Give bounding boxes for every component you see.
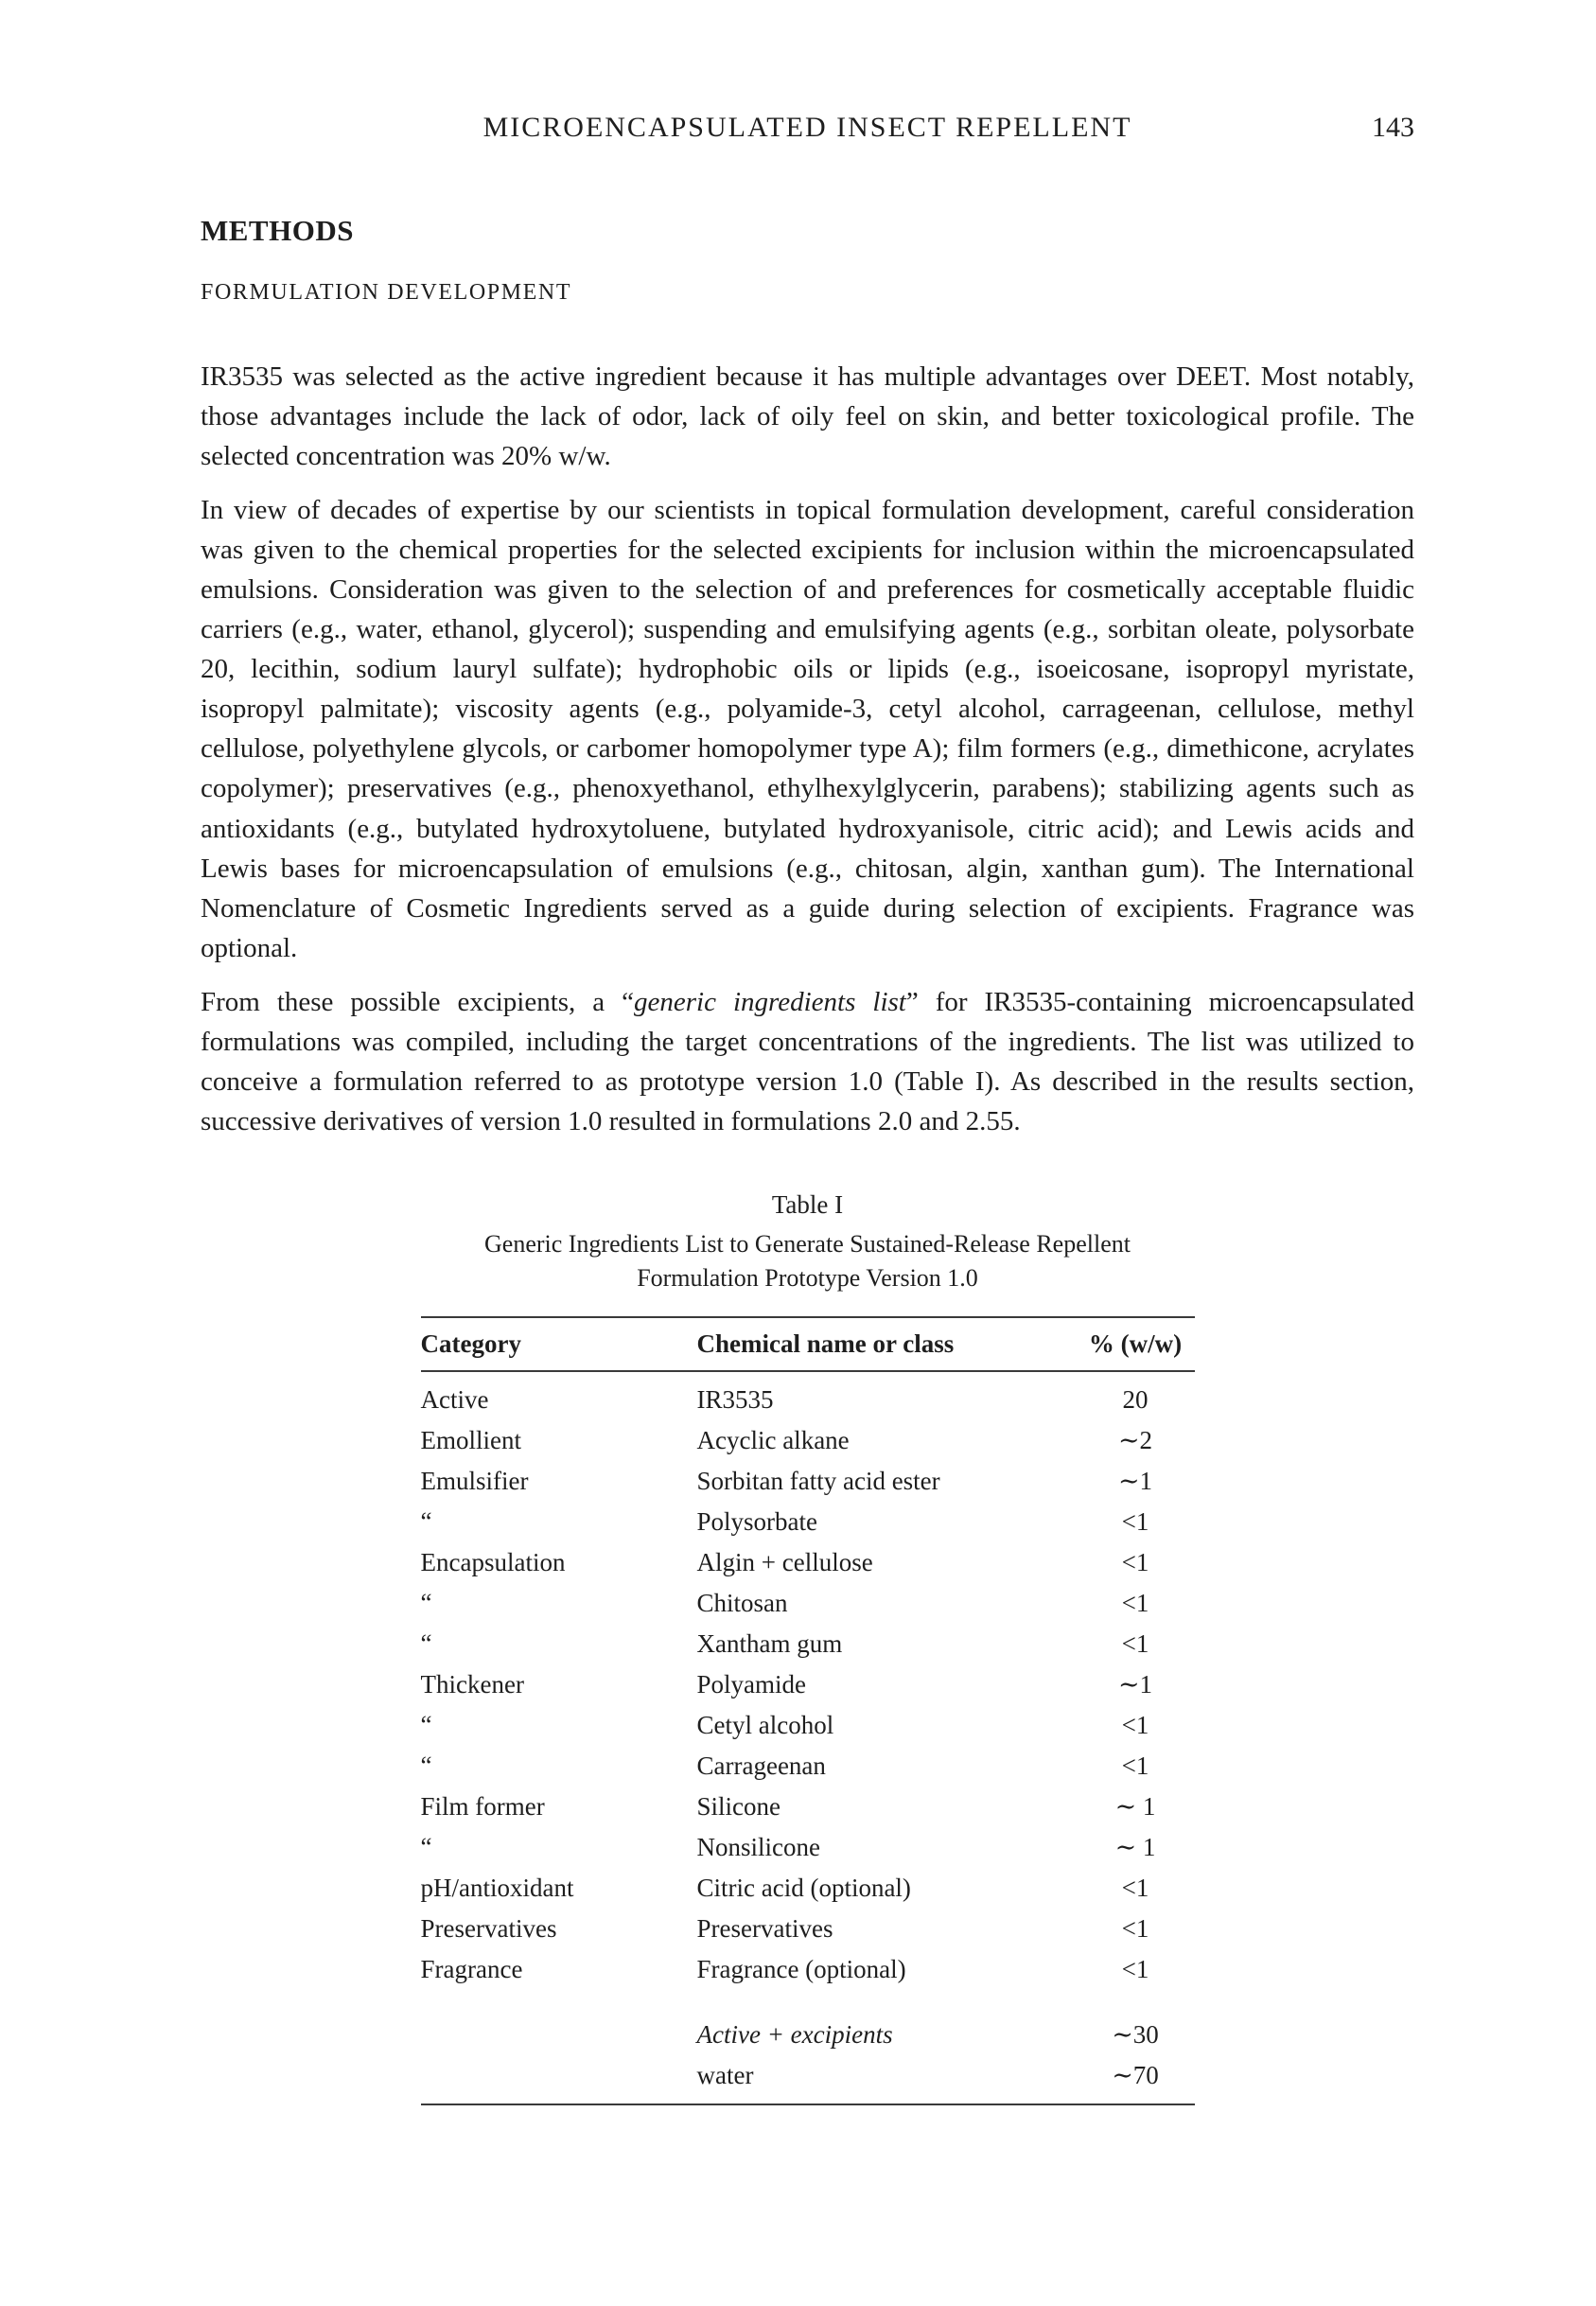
table-caption-line1: Generic Ingredients List to Generate Sustained-Release Repellent (484, 1229, 1131, 1258)
cell-percent: <1 (1121, 1710, 1149, 1739)
cell-category (421, 1990, 697, 2055)
cell-chemical: Polyamide (696, 1669, 806, 1699)
cell-chemical: Chitosan (696, 1588, 788, 1617)
cell-percent: <1 (1121, 1913, 1149, 1943)
cell-percent: <1 (1121, 1628, 1149, 1658)
running-title: MICROENCAPSULATED INSECT REPELLENT (482, 112, 1132, 143)
paragraph-generic-ingredients (201, 982, 1414, 1141)
cell-percent: ∼ 1 (1114, 1791, 1156, 1821)
cell-percent: <1 (1121, 1588, 1149, 1617)
cell-percent: 20 (1122, 1384, 1149, 1414)
formulation-development-heading: FORMULATION DEVELOPMENT (201, 280, 572, 305)
cell-chemical: Nonsilicone (696, 1832, 820, 1861)
ingredients-table (421, 1316, 1195, 2105)
cell-category: Active (420, 1384, 489, 1414)
cell-category: “ (420, 1588, 432, 1617)
cell-category: Film former (420, 1791, 545, 1821)
paragraph-excipients: In view of decades of expertise by our scientists in topical formulation development, careful consideration was given to the chemical properties for the selected excipients for inclusion within the microencapsulated emulsions. Consideration was given to the selection of and preferences for cosmetically acceptable fluidic carriers (e.g., water, ethanol, glycerol); suspending and emulsifying agents (e.g., sorbitan oleate, polysorbate 20, lecithin, sodium lauryl sulfate); hydrophobic oils or lipids (e.g., isoeicosane, isopropyl myristate, isopropyl palmitate); viscosity agents (e.g., polyamide-3, cetyl alcohol, carrageenan, cellulose, methyl cellulose, polyethylene glycols, or carbomer homopolymer type A); film formers (e.g., dimethicone, acrylates copolymer); preservatives (e.g., phenoxyethanol, ethylhexylglycerin, parabens); stabilizing agents such as antioxidants (e.g., butylated hydroxytoluene, butylated hydroxyanisole, citric acid); and Lewis acids and Lewis bases for microencapsulation of emulsions (e.g., chitosan, algin, xanthan gum). The International Nomenclature of Cosmetic Ingredients served as a guide during selection of excipients. Fragrance was optional. (201, 495, 1414, 963)
cell-chemical: Polysorbate (696, 1506, 817, 1536)
cell-category: Preservatives (420, 1913, 557, 1943)
table-row (421, 1787, 1195, 1827)
table-title: Table I (771, 1189, 844, 1219)
paragraph-active-ingredient: IR3535 was selected as the active ingredient because it has multiple advantages over DEET. Most notably, those advantages include the lack of odor, lack of oily feel on skin, and better toxicological profile. The selected concentration was 20% w/w. (201, 361, 1414, 472)
cell-chemical: IR3535 (696, 1384, 774, 1414)
ingredients-table-head (421, 1317, 1195, 1371)
table-row (421, 1502, 1195, 1542)
cell-category: “ (420, 1832, 432, 1861)
cell-category (421, 2055, 697, 2104)
table-header-cell: % (w/w) (1088, 1329, 1183, 1358)
cell-chemical: Citric acid (optional) (696, 1873, 911, 1902)
paragraph-generic-ingredients-after: ” for IR3535-containing microencapsulated formulations was compiled, including the target concentrations of the ingredients. The list was utilized to conceive a formulation referred to as prototype version 1.0 (Table I). As described in the results section, successive derivatives of version 1.0 resulted in formulations 2.0 and 2.55. (201, 986, 1414, 1136)
cell-chemical: water (696, 2060, 754, 2089)
table-header-cell: Category (420, 1329, 521, 1358)
cell-category: pH/antioxidant (420, 1873, 574, 1902)
cell-chemical: Fragrance (optional) (696, 1954, 906, 1983)
cell-percent: ∼70 (1112, 2060, 1159, 2089)
cell-chemical: Sorbitan fatty acid ester (696, 1466, 940, 1495)
cell-chemical: Active + excipients (696, 2019, 893, 2049)
cell-percent: ∼2 (1117, 1425, 1153, 1454)
table-row (421, 1990, 1195, 2055)
table-row (421, 1461, 1195, 1502)
table-row (421, 1909, 1195, 1949)
table-header-cell: Chemical name or class (696, 1329, 955, 1358)
cell-percent: ∼1 (1117, 1466, 1153, 1495)
cell-chemical: Preservatives (696, 1913, 833, 1943)
table-row (421, 2055, 1195, 2104)
cell-category: Emollient (420, 1425, 521, 1454)
table-caption-line2: Formulation Prototype Version 1.0 (637, 1263, 978, 1292)
cell-chemical: Algin + cellulose (696, 1547, 873, 1576)
table-row (421, 1868, 1195, 1909)
cell-percent: ∼30 (1112, 2019, 1159, 2049)
generic-ingredients-list-phrase: generic ingredients list (634, 986, 906, 1017)
cell-percent: <1 (1121, 1547, 1149, 1576)
cell-category: Encapsulation (420, 1547, 566, 1576)
cell-chemical: Carrageenan (696, 1751, 826, 1780)
table-row (421, 1371, 1195, 1420)
table-caption (421, 1227, 1195, 1295)
table-row (421, 1583, 1195, 1624)
cell-category: Emulsifier (420, 1466, 529, 1495)
cell-percent: <1 (1121, 1751, 1149, 1780)
cell-category: Thickener (420, 1669, 524, 1699)
cell-category: “ (420, 1710, 432, 1739)
running-head (201, 112, 1414, 144)
cell-percent: ∼1 (1117, 1669, 1153, 1699)
cell-percent: <1 (1121, 1954, 1149, 1983)
cell-category: “ (420, 1506, 432, 1536)
table-row (421, 1664, 1195, 1705)
cell-chemical: Xantham gum (696, 1628, 843, 1658)
ingredients-table-body (421, 1371, 1195, 2104)
cell-category: “ (420, 1628, 432, 1658)
table-i-block (421, 1190, 1195, 2105)
paragraph-generic-ingredients-before: From these possible excipients, a “ (201, 986, 635, 1017)
methods-heading: METHODS (201, 214, 354, 247)
cell-chemical: Cetyl alcohol (696, 1710, 834, 1739)
table-row (421, 1705, 1195, 1746)
cell-category: Fragrance (420, 1954, 523, 1983)
cell-percent: <1 (1121, 1506, 1149, 1536)
page-number: 143 (1372, 112, 1414, 143)
cell-percent: ∼ 1 (1114, 1832, 1156, 1861)
table-header-row (421, 1317, 1195, 1371)
cell-chemical: Acyclic alkane (696, 1425, 850, 1454)
table-row (421, 1746, 1195, 1787)
table-row (421, 1624, 1195, 1664)
cell-chemical: Silicone (696, 1791, 780, 1821)
table-row (421, 1827, 1195, 1868)
cell-category: “ (420, 1751, 432, 1780)
table-row (421, 1420, 1195, 1461)
cell-percent: <1 (1121, 1873, 1149, 1902)
table-row (421, 1542, 1195, 1583)
table-row (421, 1949, 1195, 1990)
